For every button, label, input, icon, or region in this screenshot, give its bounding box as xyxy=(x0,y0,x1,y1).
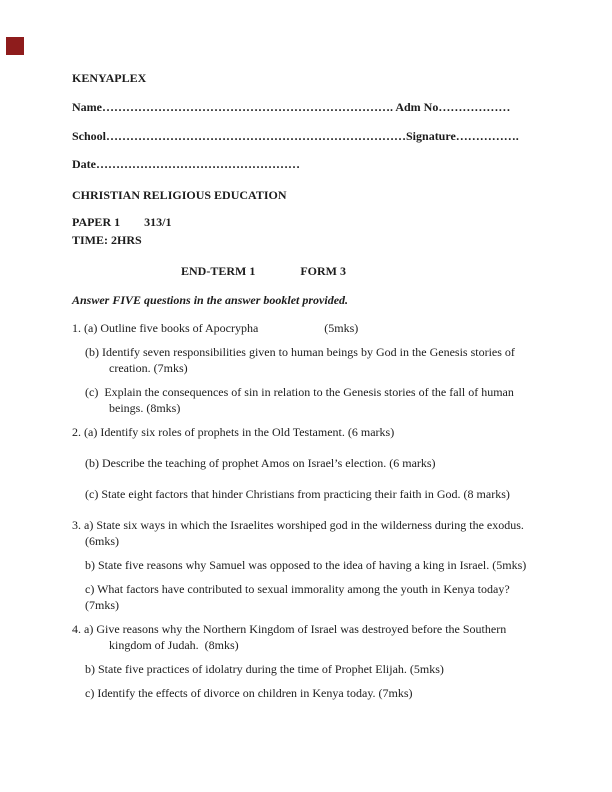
corner-badge xyxy=(6,37,24,55)
date-line: Date…………………………………………… xyxy=(72,157,300,171)
time-line: TIME: 2HRS xyxy=(72,233,142,247)
question-line: beings. (8mks) xyxy=(109,401,181,415)
question-line: b) State five practices of idolatry during the time of Prophet Elijah. (5mks) xyxy=(85,662,444,676)
question-line: (c) State eight factors that hinder Christians from practicing their faith in God. (8 marks) xyxy=(85,487,510,501)
school-signature-line: School…………………………………………………………………Signature……………. xyxy=(72,129,519,143)
paper-code-line: PAPER 1 313/1 xyxy=(72,215,172,229)
question-line: creation. (7mks) xyxy=(109,361,188,375)
question-line: (c) Explain the consequences of sin in relation to the Genesis stories of the fall of human xyxy=(85,385,514,399)
name-admno-line: Name………………………………………………………………. Adm No……………… xyxy=(72,100,511,114)
question-line: (b) Describe the teaching of prophet Amos on Israel’s election. (6 marks) xyxy=(85,456,436,470)
question-line: (7mks) xyxy=(85,598,119,612)
question-line: b) State five reasons why Samuel was opposed to the idea of having a king in Israel. (5mks) xyxy=(85,558,527,572)
question-line: 3. a) State six ways in which the Israelites worshiped god in the wilderness during the exodus. xyxy=(72,518,524,532)
question-line: (b) Identify seven responsibilities given to human beings by God in the Genesis stories of xyxy=(85,345,515,359)
question-line: kingdom of Judah. (8mks) xyxy=(109,638,239,652)
question-line: 4. a) Give reasons why the Northern Kingdom of Israel was destroyed before the Southern xyxy=(72,622,507,636)
term-form-line: END-TERM 1 FORM 3 xyxy=(181,264,346,278)
org-title: KENYAPLEX xyxy=(72,71,147,85)
page-content xyxy=(72,70,540,701)
question-line: c) What factors have contributed to sexual immorality among the youth in Kenya today? xyxy=(85,582,510,596)
question-line: c) Identify the effects of divorce on children in Kenya today. (7mks) xyxy=(85,686,413,700)
subject-title: CHRISTIAN RELIGIOUS EDUCATION xyxy=(72,188,287,202)
instruction-line: Answer FIVE questions in the answer booklet provided. xyxy=(72,293,349,307)
question-line: 1. (a) Outline five books of Apocrypha (5mks) xyxy=(72,321,359,335)
question-line: (6mks) xyxy=(85,534,119,548)
question-line: 2. (a) Identify six roles of prophets in the Old Testament. (6 marks) xyxy=(72,425,395,439)
questions-section xyxy=(72,320,540,701)
